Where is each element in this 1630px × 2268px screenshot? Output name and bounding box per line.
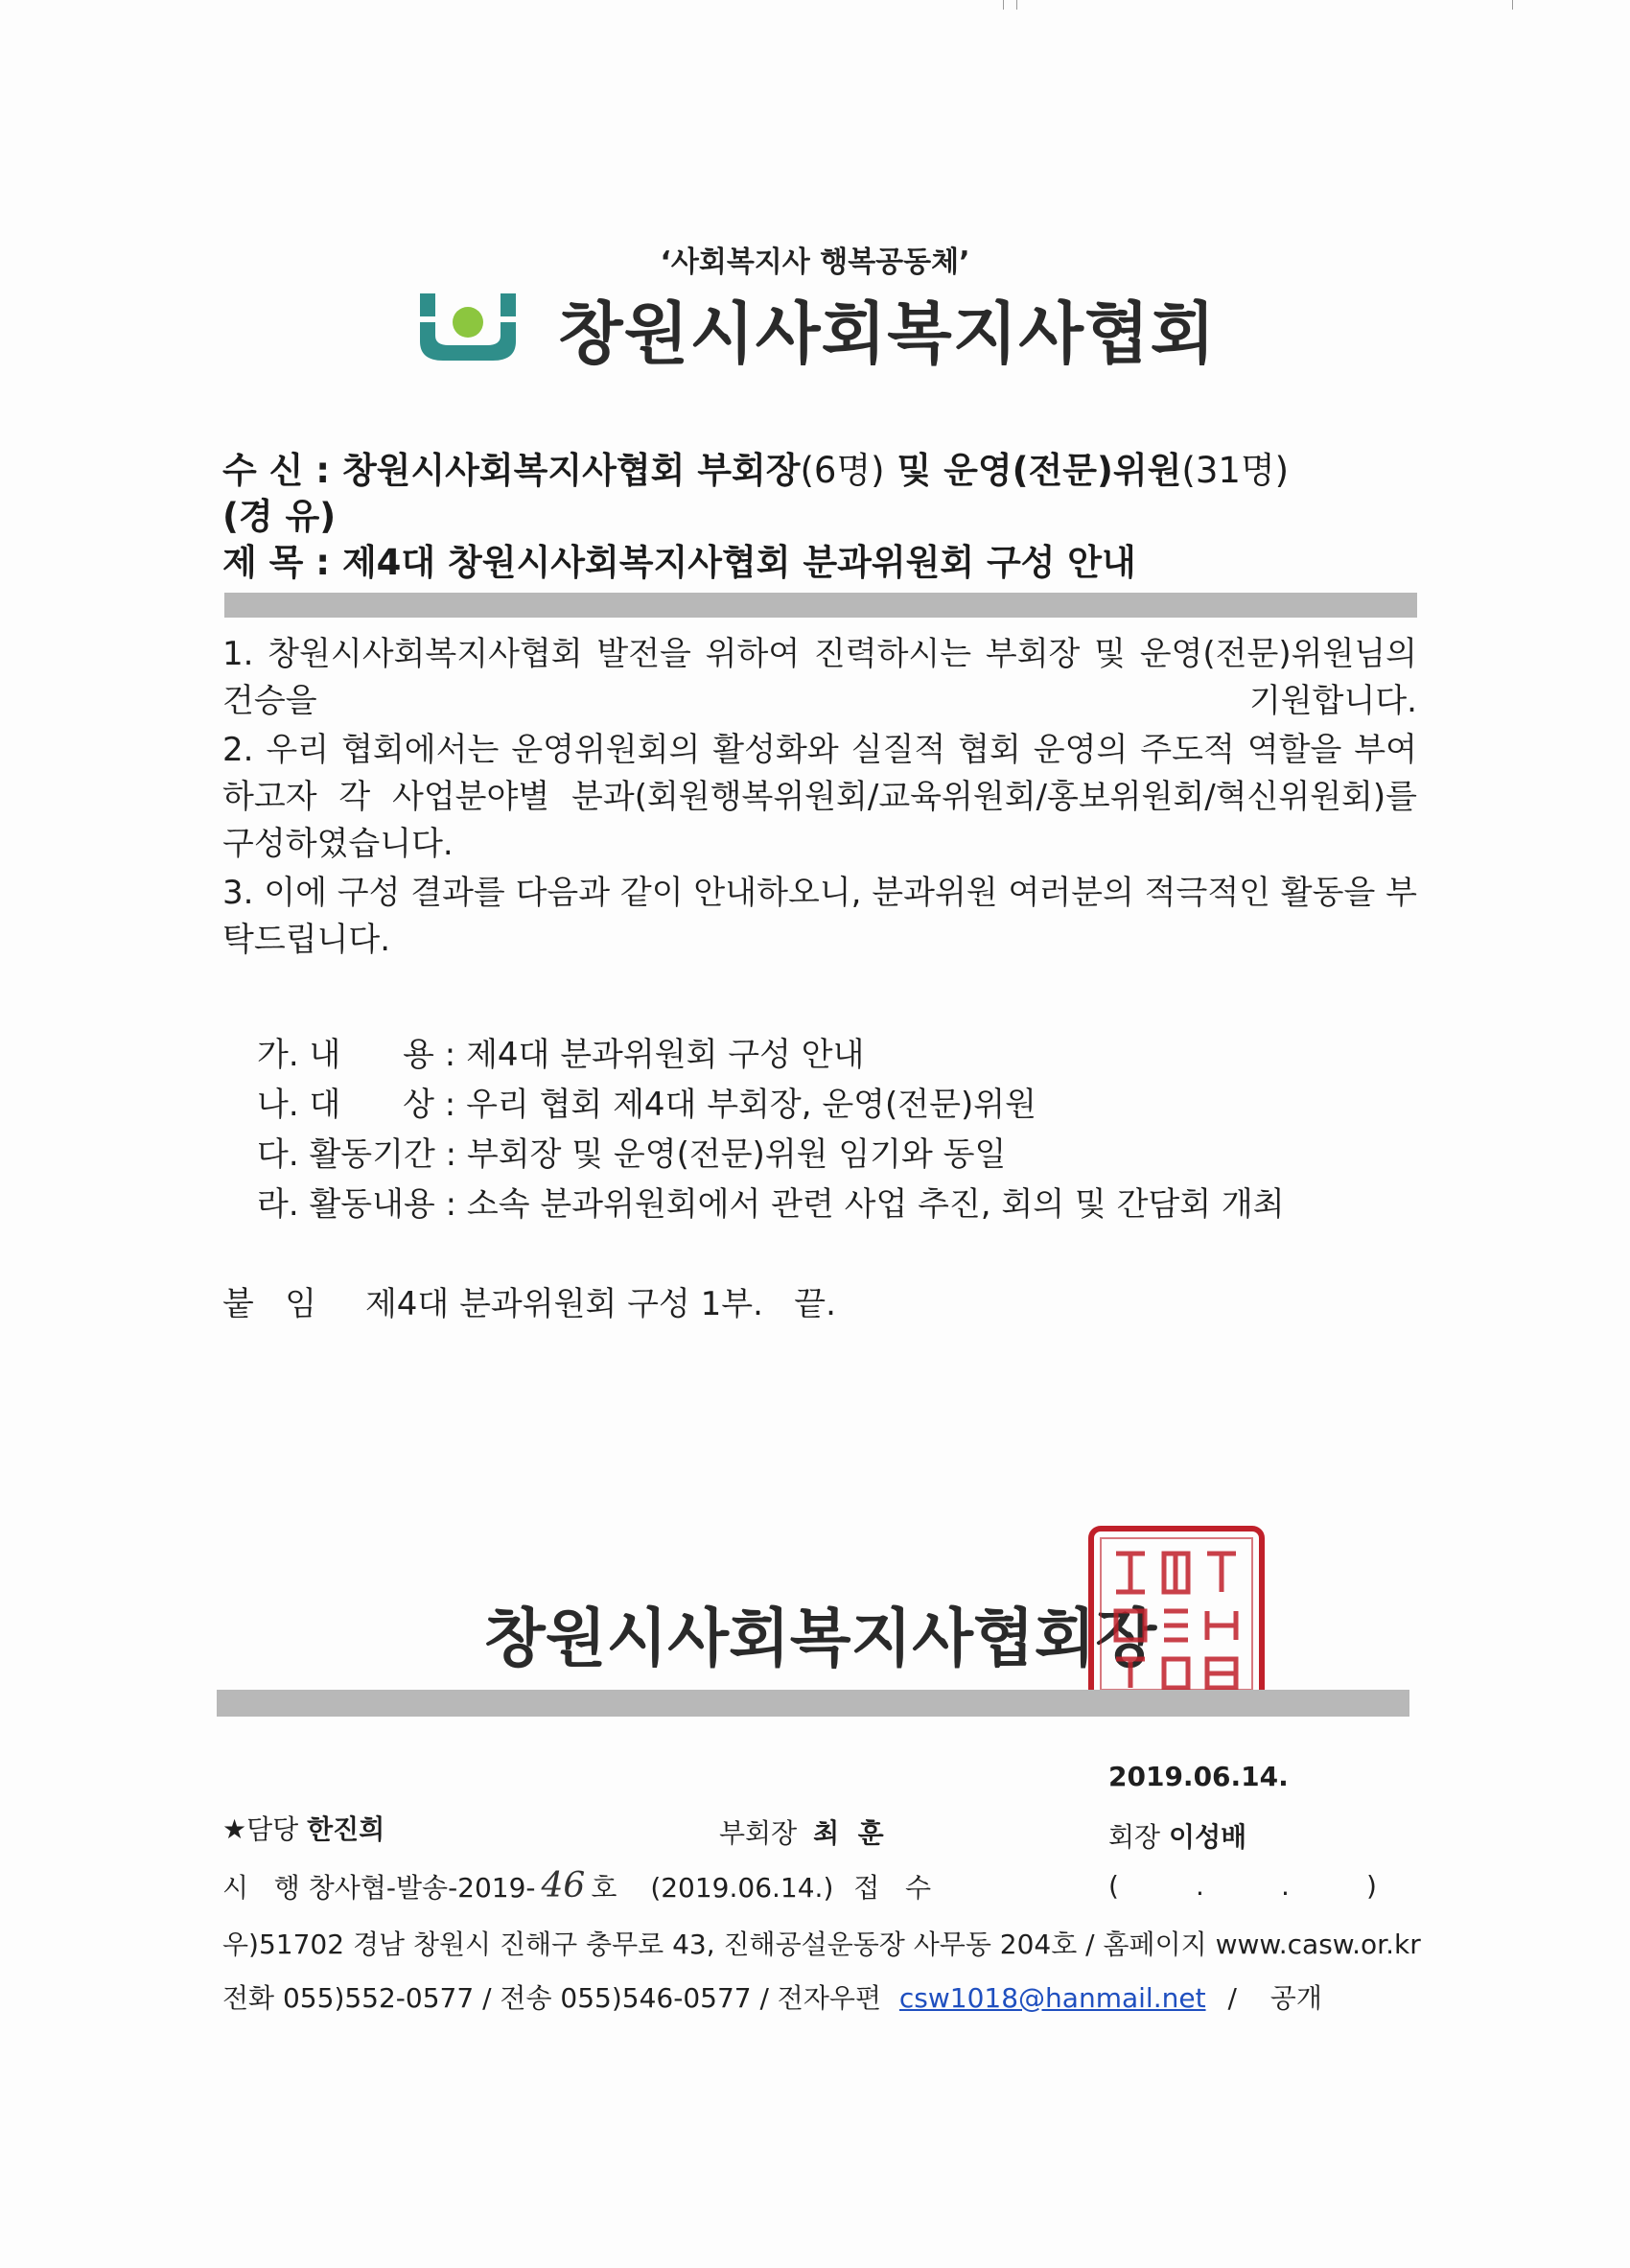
slogan: ‘사회복지사 행복공동체’ [660,246,970,279]
receipt-blank: ( . . ) [1108,1870,1377,1902]
detail-value: 우리 협회 제4대 부회장, 운영(전문)위원 [466,1086,1036,1124]
recipient-count-a: (6명) [800,450,885,491]
receipt-label: 접 수 [853,1872,932,1904]
recipient-label: 수 신 : [222,450,331,491]
official-seal-icon [1087,1525,1266,1703]
manager-line [222,1809,384,1847]
association-logo-icon [420,293,516,361]
detail-item-content [257,1028,864,1075]
contact-line [222,1977,1322,2016]
detail-item-activities [257,1178,1285,1225]
vice-president-label: 부회장 [719,1817,798,1849]
organization-title: 창원시사회복지사협회 [558,294,1217,373]
subject-divider [224,593,1417,618]
enforcement-number-prefix: 창사협-발송-2019- [308,1872,536,1904]
email-link[interactable]: csw1018@hanmail.net [898,1982,1206,2014]
attachment-value: 제4대 분과위원회 구성 1부. 끝. [364,1285,836,1323]
detail-label: 다. 활동기간 : [257,1135,457,1174]
president-label: 회장 [1108,1821,1161,1853]
contact-info: 전화 055)552-0577 / 전송 055)546-0577 / 전자우편 [222,1982,881,2014]
recipient-count-b: (31명) [1181,450,1290,491]
recipient-value-a: 창원시사회복지사협회 부회장 [341,450,801,491]
subject-label: 제 목 : [222,542,331,583]
recipient-value-c: 및 운영(전문)위원 [896,450,1182,491]
subject-line [222,533,1136,585]
scan-artifact-line [1016,0,1017,10]
vice-president-line [719,1812,884,1851]
detail-item-period [257,1128,1006,1175]
disclosure-status: 공개 [1269,1982,1322,2014]
scan-artifact-line [1003,0,1004,10]
issuer-signature: 창원시사회복지사협회장 [484,1602,1157,1675]
president-line [1108,1816,1246,1855]
enforcement-label: 시 행 [222,1872,300,1904]
detail-value: 제4대 분과위원회 구성 안내 [466,1036,865,1074]
enforcement-date: (2019.06.14.) [650,1872,834,1904]
signature-divider [217,1690,1409,1717]
via-line: (경 유) [222,496,337,537]
issue-date: 2019.06.14. [1108,1761,1289,1792]
enforcement-number-handwritten: 46 [541,1866,586,1906]
detail-label: 나. 대 상 : [257,1086,456,1124]
paragraph-2: 2. 우리 협회에서는 운영위원회의 활성화와 실질적 협회 운영의 주도적 역할을 부여하고자 각 사업분야별 분과(회원행복위원회/교육위원회/홍보위원회/혁신위원회)를 구성하였습니다. [222,731,1417,863]
address-line: 우)51702 경남 창원시 진해구 충무로 43, 진해공설운동장 사무동 204호 / 홈페이지 www.casw.or.kr [222,1929,1421,1960]
manager-name: 한진희 [307,1813,385,1845]
president-name: 이성배 [1169,1821,1247,1853]
detail-value: 소속 분과위원회에서 관련 사업 추진, 회의 및 간담회 개최 [466,1185,1285,1224]
paragraph-3: 3. 이에 구성 결과를 다음과 같이 안내하오니, 분과위원 여러분의 적극적인 활동을 부탁드립니다. [222,874,1417,959]
detail-item-target [257,1078,1036,1125]
subject-value: 제4대 창원시사회복지사협회 분과위원회 구성 안내 [341,542,1136,583]
detail-label: 가. 내 용 : [257,1036,456,1074]
paragraph-1: 1. 창원시사회복지사협회 발전을 위하여 진력하시는 부회장 및 운영(전문)위원님의 건승을 기원합니다. [222,635,1417,720]
enforcement-number-suffix: 호 [591,1872,617,1904]
manager-label: ★담당 [222,1813,299,1845]
detail-label: 라. 활동내용 : [257,1185,457,1224]
scan-artifact-line [1512,0,1513,10]
contact-separator: / [1227,1982,1237,2014]
recipient-line [222,441,1289,493]
enforcement-line [222,1866,931,1906]
attachment-line [222,1277,836,1324]
vice-president-name: 최 훈 [813,1817,884,1849]
detail-value: 부회장 및 운영(전문)위원 임기와 동일 [466,1135,1007,1174]
attachment-label: 붙 임 [222,1285,317,1323]
